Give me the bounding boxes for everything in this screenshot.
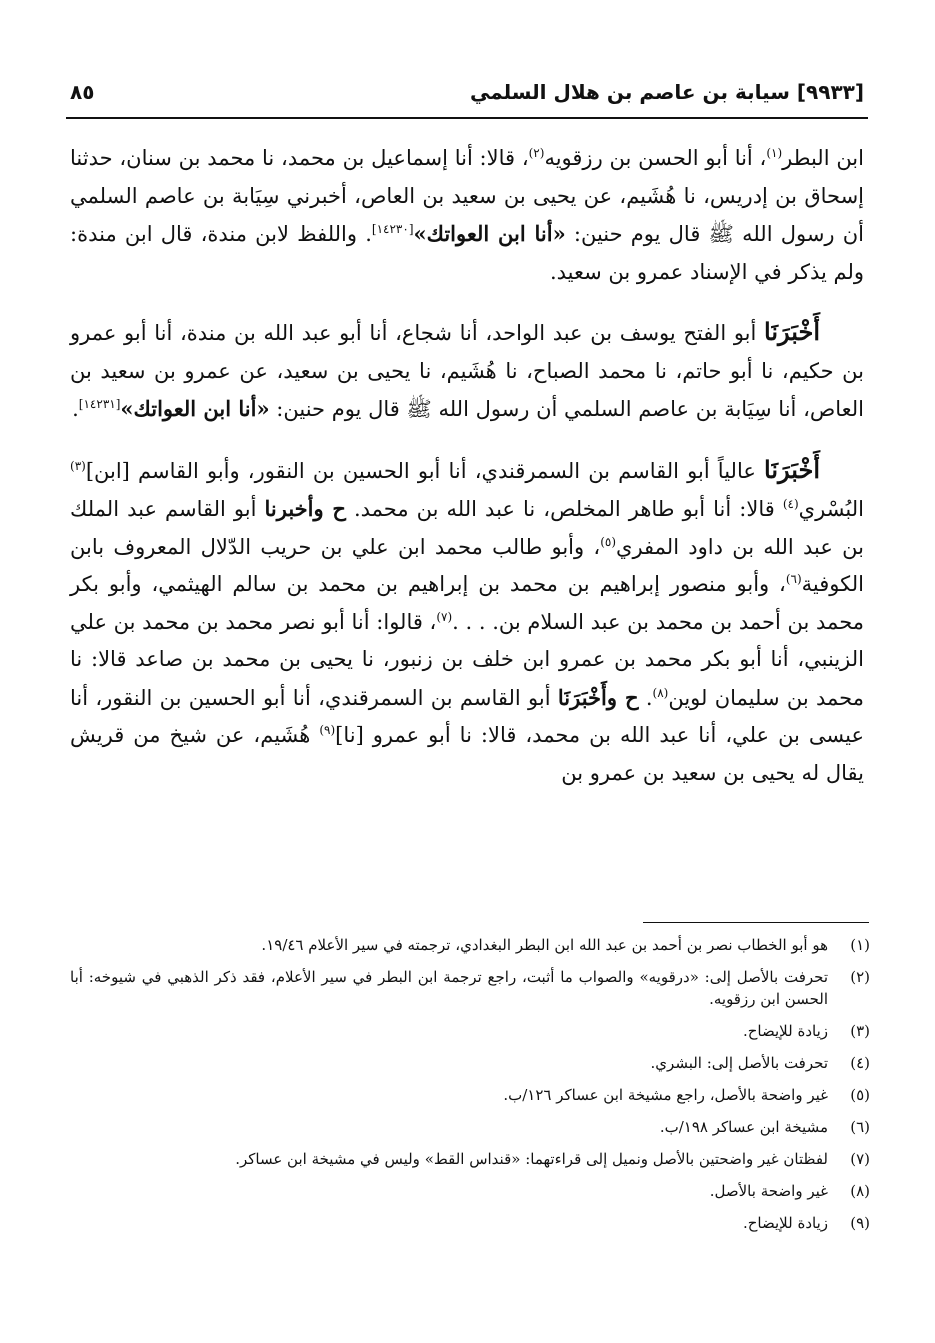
text-segment: ابن البطر xyxy=(782,146,864,170)
footnote-text: غير واضحة بالأصل، راجع مشيخة ابن عساكر ١٢٦/ب. xyxy=(503,1086,828,1104)
footnote xyxy=(70,1180,870,1202)
footnote-marker: (٤) xyxy=(782,497,799,511)
paragraph xyxy=(70,140,864,291)
text-segment: ، قالا: أنا إسماعيل بن محمد، نا محمد بن سنان، حدثنا إسحاق بن إدريس، نا هُشَيم، عن يحيى بن سعيد بن العاص، أخبرني سِيَابة بن عاصم السلمي أن رسول الله ﷺ قال يوم حنين: xyxy=(70,146,864,246)
page-number: ٨٥ xyxy=(70,80,95,104)
bold-text: ح وأخبرنا xyxy=(264,496,346,521)
footnote xyxy=(70,1148,870,1170)
text-segment: . xyxy=(638,685,653,710)
footnote-text: زيادة للإيضاح. xyxy=(742,1022,828,1040)
footnote xyxy=(70,1084,870,1106)
footnote xyxy=(70,1052,870,1074)
text-segment: ، وأبو طالب محمد ابن علي بن حريب الدّلال المعروف بابن الكوفية xyxy=(70,534,864,596)
footnote-number: (١) xyxy=(850,936,870,954)
paragraph xyxy=(70,451,864,793)
footnote-number: (٨) xyxy=(850,1182,870,1200)
text-segment: أبو القاسم بن السمرقندي، أنا أبو الحسين بن النقور، أنا عيسى بن علي، أنا عبد الله بن محمد، قالا: نا أبو عمرو [نا] xyxy=(70,685,864,747)
footnote-number: (٤) xyxy=(850,1054,870,1072)
footnote-text: تحرفت بالأصل إلى: «درقويه» والصواب ما أثبت، راجع ترجمة ابن البطر في سير الأعلام، فقد ذكر الذهبي في شيوخه: أبا الحسن ابن رزقويه. xyxy=(70,968,828,1008)
bold-text: «أنا ابن العواتك» xyxy=(413,221,566,246)
footnote-number: (٧) xyxy=(850,1150,870,1168)
footnote-marker: [١٤٢٣٠] xyxy=(371,222,414,236)
paragraph xyxy=(70,313,864,429)
footnote xyxy=(70,1020,870,1042)
footnote-marker: (٦) xyxy=(785,572,802,586)
footnote-number: (٩) xyxy=(850,1214,870,1232)
header-divider xyxy=(66,117,868,119)
footnote-marker: (٧) xyxy=(436,609,453,624)
footnote-divider xyxy=(643,922,869,923)
main-text xyxy=(70,140,864,792)
text-segment: أبو القاسم عبد الملك بن عبد الله بن داود المفري xyxy=(70,497,864,559)
footnote-marker: (١) xyxy=(766,146,783,160)
keyword-akhbarana: أَخْبَرَنَا xyxy=(764,317,820,346)
text-segment: ، قالوا: أنا أبو نصر محمد بن محمد بن علي الزينبي، أنا أبو بكر محمد بن عمرو ابن خلف بن زنبور، نا يحيى بن محمد بن صاعد قالا: نا محمد بن سليمان لوين xyxy=(70,609,864,710)
chapter-title: [٩٩٣٣] سيابة بن عاصم بن هلال السلمي xyxy=(470,80,864,104)
footnote-text: غير واضحة بالأصل. xyxy=(709,1182,828,1200)
footnote-marker: (٨) xyxy=(652,685,669,700)
footnote-text: هو أبو الخطاب نصر بن أحمد بن عبد الله ابن البطر البغدادي، ترجمته في سير الأعلام ١٩/٤٦. xyxy=(261,936,828,954)
text-segment: ، وأبو منصور إبراهيم بن محمد بن إبراهيم بن محمد بن سالم الهيثمي، وأبو بكر محمد بن أحمد بن محمد بن عبد السلام بن. . . . xyxy=(70,572,864,634)
footnote-number: (٥) xyxy=(850,1086,870,1104)
footnotes xyxy=(70,934,870,1244)
footnote xyxy=(70,1116,870,1138)
footnote-text: مشيخة ابن عساكر ١٩٨/ب. xyxy=(659,1118,828,1136)
footnote-marker: (٣) xyxy=(70,458,86,473)
bold-text: «أنا ابن العواتك» xyxy=(120,396,270,421)
footnote-text: تحرفت بالأصل إلى: البشري. xyxy=(650,1054,828,1072)
keyword-akhbarana: أَخْبَرَنَا xyxy=(764,454,820,484)
footnote-text: لفظتان غير واضحتين بالأصل ونميل إلى قراءتهما: «قنداس القط» وليس في مشيخة ابن عساكر. xyxy=(235,1150,828,1168)
running-header xyxy=(70,80,864,110)
text-segment: . xyxy=(72,397,79,421)
footnote-marker: (٢) xyxy=(528,146,545,160)
text-segment: عالياً أبو القاسم بن السمرقندي، أنا أبو الحسين بن النقور، وأبو القاسم [ابن] xyxy=(85,458,765,483)
footnote-number: (٦) xyxy=(850,1118,870,1136)
footnote xyxy=(70,934,870,956)
footnote xyxy=(70,1212,870,1234)
text-segment: قالا: أنا أبو طاهر المخلص، نا عبد الله بن محمد. xyxy=(345,497,783,521)
text-segment: أبو الفتح يوسف بن عبد الواحد، أنا شجاع، أنا أبو عبد الله بن مندة، أنا أبو عمرو بن حكيم، نا أبو حاتم، نا محمد الصباح، نا هُشَيم، نا يحيى بن سعيد، عن عمرو بن سعيد بن العاص، أنا سِيَابة بن عاصم السلمي أن رسول الله ﷺ قال يوم حنين: xyxy=(70,321,864,421)
footnote-text: زيادة للإيضاح. xyxy=(742,1214,828,1232)
footnote-marker: (٥) xyxy=(600,534,617,549)
footnote xyxy=(70,966,870,1010)
footnote-marker: (٩) xyxy=(319,723,336,737)
text-segment: ، أنا أبو الحسن بن رزقويه xyxy=(544,146,767,170)
text-segment: . واللفظ لابن مندة، قال ابن مندة: ولم يذكر في الإسناد عمرو بن سعيد. xyxy=(70,222,864,284)
text-segment: هُشَيم، عن شيخ من قريش يقال له يحيى بن سعيد بن عمرو بن xyxy=(70,723,864,785)
footnote-number: (٢) xyxy=(850,968,870,986)
bold-text: ح وأَخْبَرَنَا xyxy=(557,684,639,710)
footnote-number: (٣) xyxy=(850,1022,870,1040)
text-segment: البُسْري xyxy=(798,497,864,521)
footnote-marker: [١٤٢٣١] xyxy=(78,397,121,411)
